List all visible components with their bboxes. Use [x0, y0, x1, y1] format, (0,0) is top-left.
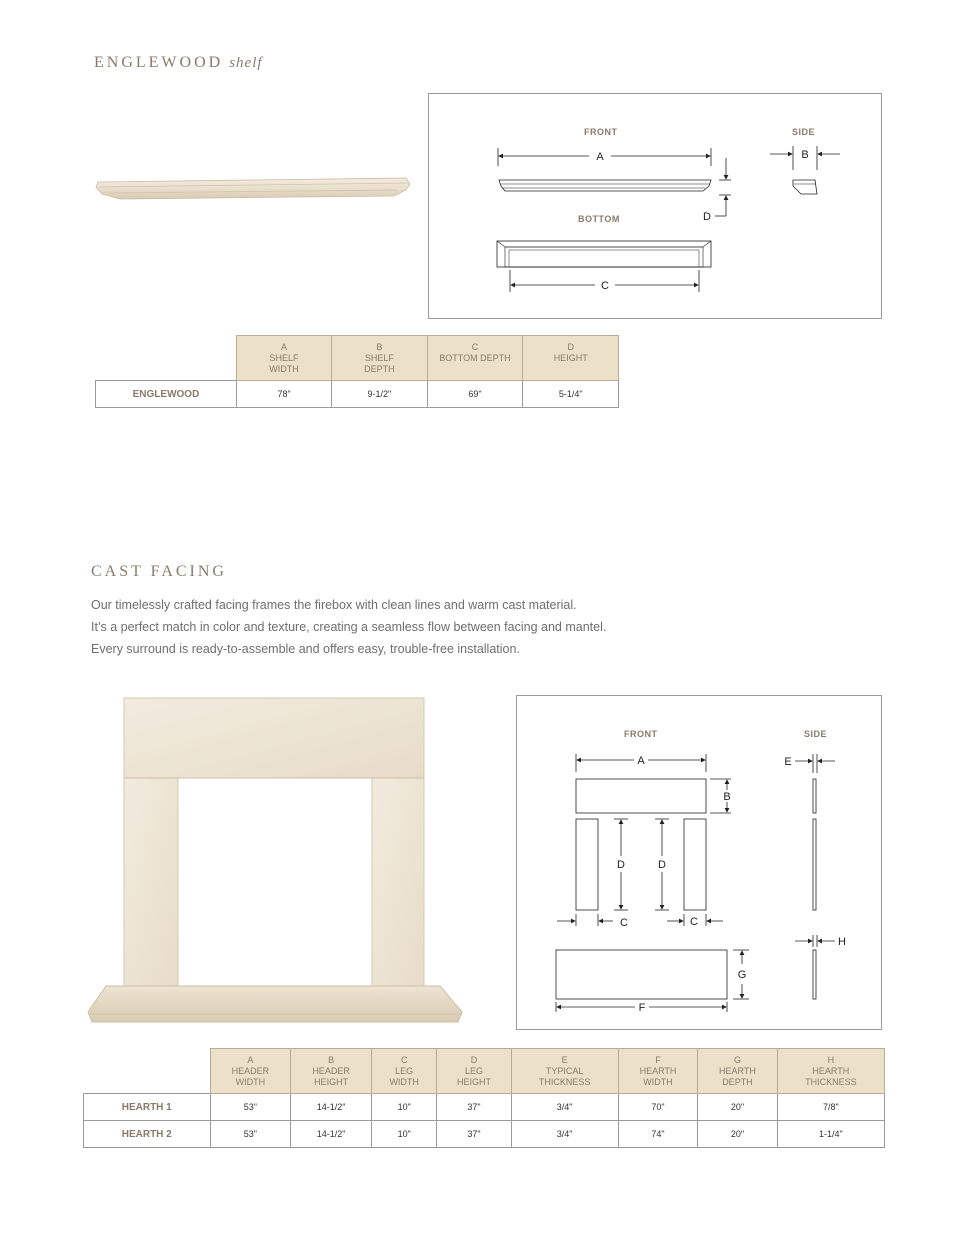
shelf-bottom-label: BOTTOM — [578, 214, 620, 224]
shelf-header-b: B SHELF DEPTH — [332, 336, 427, 381]
facing-paragraph-line: Our timelessly crafted facing frames the firebox with clean lines and warm cast material. — [91, 598, 577, 612]
table-cell: 20" — [698, 1121, 777, 1148]
facing-diagram-drawing — [517, 696, 881, 1029]
facing-section-title: CAST FACING — [91, 563, 227, 580]
table-cell: 3/4" — [511, 1121, 618, 1148]
table-cell: 37" — [437, 1121, 511, 1148]
facing-dim-d-2: D — [658, 859, 666, 871]
table-cell: 53" — [210, 1094, 291, 1121]
table-cell: 74" — [618, 1121, 697, 1148]
table-cell: 10" — [371, 1121, 437, 1148]
shelf-dim-c: C — [601, 280, 609, 292]
facing-paragraph-line: It’s a perfect match in color and texture, creating a seamless flow between facing and mantel. — [91, 620, 607, 634]
table-row — [84, 1121, 885, 1148]
shelf-header-d: D HEIGHT — [523, 336, 619, 381]
shelf-side-label: SIDE — [792, 127, 816, 137]
shelf-dim-a: A — [596, 151, 604, 163]
table-corner — [96, 336, 237, 381]
facing-description — [91, 594, 731, 660]
shelf-diagram-drawing — [429, 94, 881, 318]
shelf-header-c: C BOTTOM DEPTH — [427, 336, 523, 381]
shelf-diagram — [428, 93, 882, 319]
facing-product-image — [86, 694, 466, 1026]
row-label: ENGLEWOOD — [96, 381, 237, 408]
table-corner — [84, 1049, 211, 1094]
table-row — [84, 1094, 885, 1121]
facing-dim-b: B — [723, 791, 731, 803]
facing-paragraph-line: Every surround is ready-to-assemble and offers easy, trouble-free installation. — [91, 642, 520, 656]
table-cell: 78" — [236, 381, 331, 408]
table-cell: 70" — [618, 1094, 697, 1121]
shelf-title: ENGLEWOOD — [94, 54, 224, 71]
shelf-front-label: FRONT — [584, 127, 618, 137]
facing-header-c: C LEG WIDTH — [371, 1049, 437, 1094]
table-cell: 9-1/2" — [332, 381, 427, 408]
facing-header-b: B HEADER HEIGHT — [291, 1049, 372, 1094]
facing-spec-table — [83, 1048, 885, 1148]
facing-dim-f: F — [638, 1002, 646, 1014]
row-label: HEARTH 2 — [84, 1121, 211, 1148]
table-cell: 3/4" — [511, 1094, 618, 1121]
facing-diagram — [516, 695, 882, 1030]
facing-header-f: F HEARTH WIDTH — [618, 1049, 697, 1094]
table-cell: 10" — [371, 1094, 437, 1121]
shelf-dim-d: D — [703, 211, 711, 223]
table-cell: 1-1/4" — [777, 1121, 884, 1148]
facing-header-d: D LEG HEIGHT — [437, 1049, 511, 1094]
table-row — [96, 381, 619, 408]
facing-dim-c-2: C — [690, 916, 698, 928]
facing-dim-c: C — [620, 917, 628, 929]
facing-dim-a: A — [637, 755, 645, 767]
table-cell: 53" — [210, 1121, 291, 1148]
facing-dim-e: E — [784, 756, 792, 768]
shelf-spec-table — [95, 335, 619, 408]
facing-header-h: H HEARTH THICKNESS — [777, 1049, 884, 1094]
shelf-product-image — [94, 172, 414, 206]
facing-front-label: FRONT — [624, 729, 658, 739]
facing-side-label: SIDE — [804, 729, 828, 739]
shelf-section-title — [94, 54, 263, 72]
shelf-dim-b: B — [801, 149, 809, 161]
shelf-table-header-row — [96, 336, 619, 381]
table-cell: 20" — [698, 1094, 777, 1121]
table-cell: 37" — [437, 1094, 511, 1121]
facing-dim-h: H — [838, 936, 846, 948]
facing-header-g: G HEARTH DEPTH — [698, 1049, 777, 1094]
facing-dim-d: D — [617, 859, 625, 871]
table-cell: 7/8" — [777, 1094, 884, 1121]
shelf-header-a: A SHELF WIDTH — [236, 336, 331, 381]
table-cell: 14-1/2" — [291, 1121, 372, 1148]
facing-table-header-row — [84, 1049, 885, 1094]
shelf-subtitle: shelf — [229, 55, 263, 71]
facing-header-e: E TYPICAL THICKNESS — [511, 1049, 618, 1094]
facing-header-a: A HEADER WIDTH — [210, 1049, 291, 1094]
table-cell: 14-1/2" — [291, 1094, 372, 1121]
table-cell: 5-1/4" — [523, 381, 619, 408]
table-cell: 69" — [427, 381, 523, 408]
row-label: HEARTH 1 — [84, 1094, 211, 1121]
facing-dim-g: G — [737, 969, 747, 981]
